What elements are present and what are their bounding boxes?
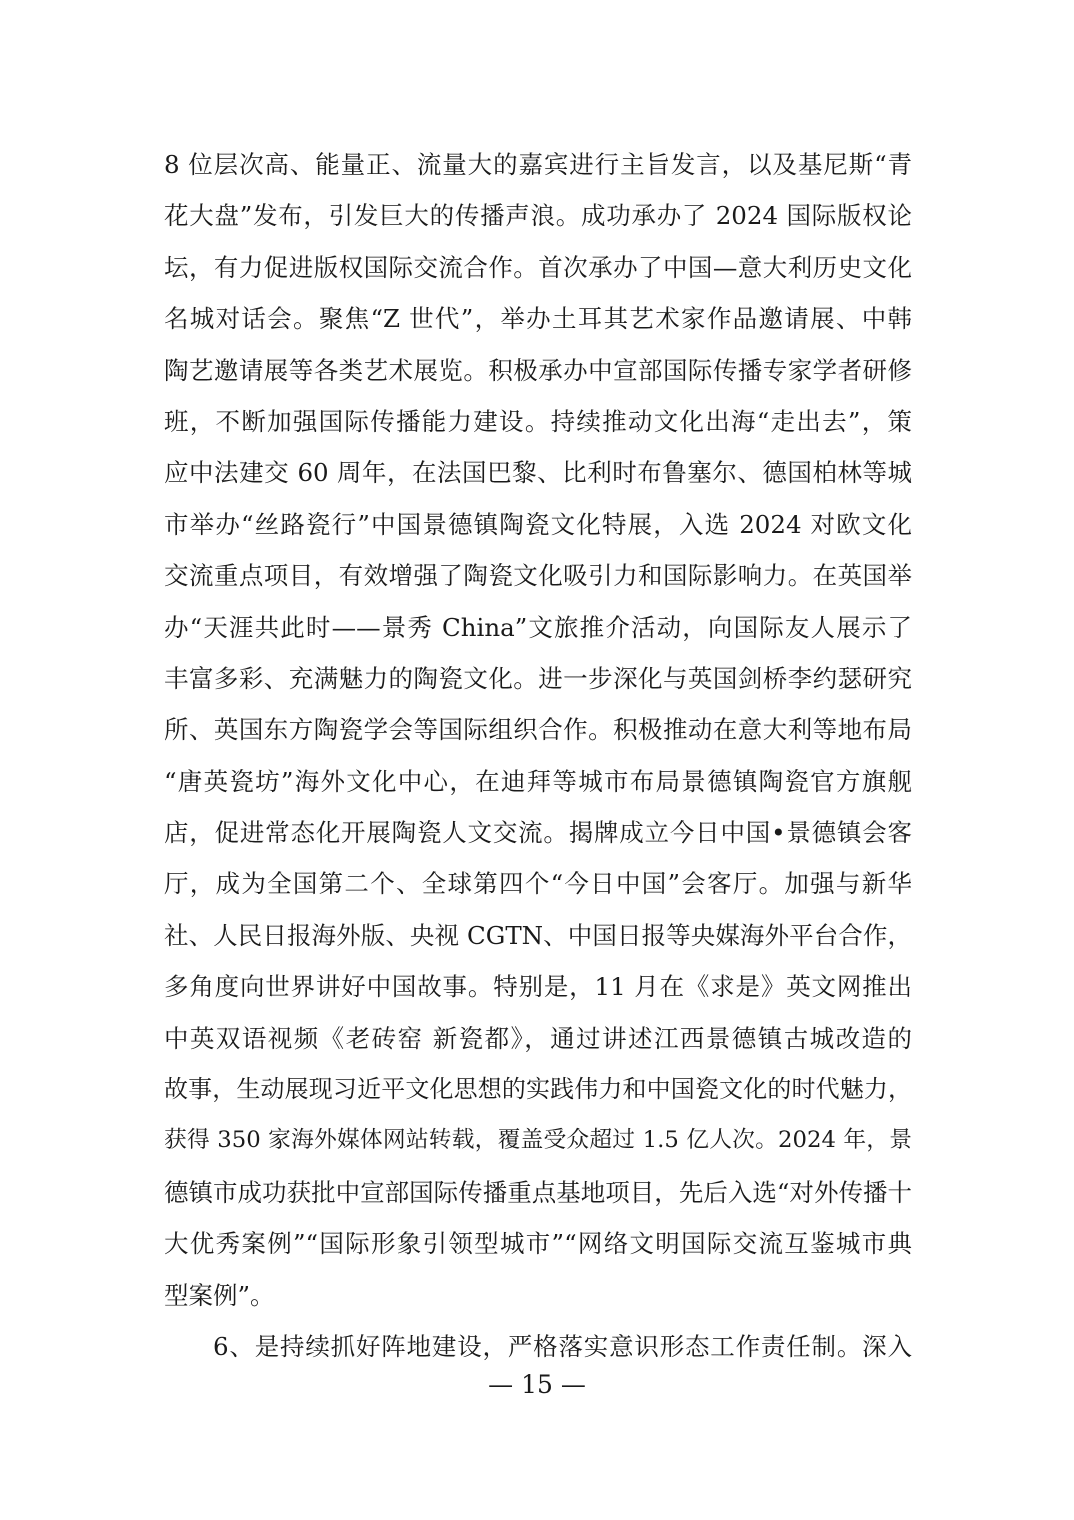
text-line: 市举办“丝路瓷行”中国景德镇陶瓷文化特展，入选 2024 对欧文化 [164,509,912,539]
text-line: 多角度向世界讲好中国故事。特别是，11 月在《求是》英文网推出 [164,972,912,1002]
body-text [164,139,912,1372]
text-line-indented: 6、是持续抓好阵地建设，严格落实意识形态工作责任制。深入 [213,1331,912,1361]
text-line: 名城对话会。聚焦“Z 世代”，举办土耳其艺术家作品邀请展、中韩 [164,304,912,334]
page-number: — 15 — [488,1370,586,1399]
text-line: 丰富多彩、充满魅力的陶瓷文化。进一步深化与英国剑桥李约瑟研究 [164,663,912,693]
text-line: 所、英国东方陶瓷学会等国际组织合作。积极推动在意大利等地布局 [164,715,912,745]
text-line: 德镇市成功获批中宣部国际传播重点基地项目，先后入选“对外传播十 [164,1177,912,1207]
text-line: 应中法建交 60 周年，在法国巴黎、比利时布鲁塞尔、德国柏林等城 [164,458,912,488]
paragraph-1 [164,139,912,1321]
text-line: “唐英瓷坊”海外文化中心，在迪拜等城市布局景德镇陶瓷官方旗舰 [164,766,912,796]
text-line: 大优秀案例”“国际形象引领型城市”“网络文明国际交流互鉴城市典 [164,1229,912,1259]
text-line: 坛，有力促进版权国际交流合作。首次承办了中国—意大利历史文化 [164,252,912,282]
paragraph-2 [164,1321,912,1372]
text-line: 店，促进常态化开展陶瓷人文交流。揭牌成立今日中国•景德镇会客 [164,818,912,848]
text-line: 社、人民日报海外版、央视 CGTN、中国日报等央媒海外平台合作， [164,920,912,950]
text-line: 陶艺邀请展等各类艺术展览。积极承办中宣部国际传播专家学者研修 [164,355,912,385]
text-line: 交流重点项目，有效增强了陶瓷文化吸引力和国际影响力。在英国举 [164,561,912,591]
text-line-last: 型案例”。 [164,1280,275,1310]
text-line: 获得 350 家海外媒体网站转载，覆盖受众超过 1.5 亿人次。2024 年，景 [164,1127,912,1154]
text-line: 花大盘”发布，引发巨大的传播声浪。成功承办了 2024 国际版权论 [164,201,912,231]
text-line: 8 位层次高、能量正、流量大的嘉宾进行主旨发言，以及基尼斯“青 [164,150,912,179]
text-line: 故事，生动展现习近平文化思想的实践伟力和中国瓷文化的时代魅力， [164,1075,912,1104]
text-line: 班，不断加强国际传播能力建设。持续推动文化出海“走出去”，策 [164,406,912,436]
text-line: 办“天涯共此时——景秀 China”文旅推介活动，向国际友人展示了 [164,612,912,642]
text-line: 厅，成为全国第二个、全球第四个“今日中国”会客厅。加强与新华 [164,869,912,899]
text-line: 中英双语视频《老砖窑 新瓷都》，通过讲述江西景德镇古城改造的 [164,1023,912,1053]
